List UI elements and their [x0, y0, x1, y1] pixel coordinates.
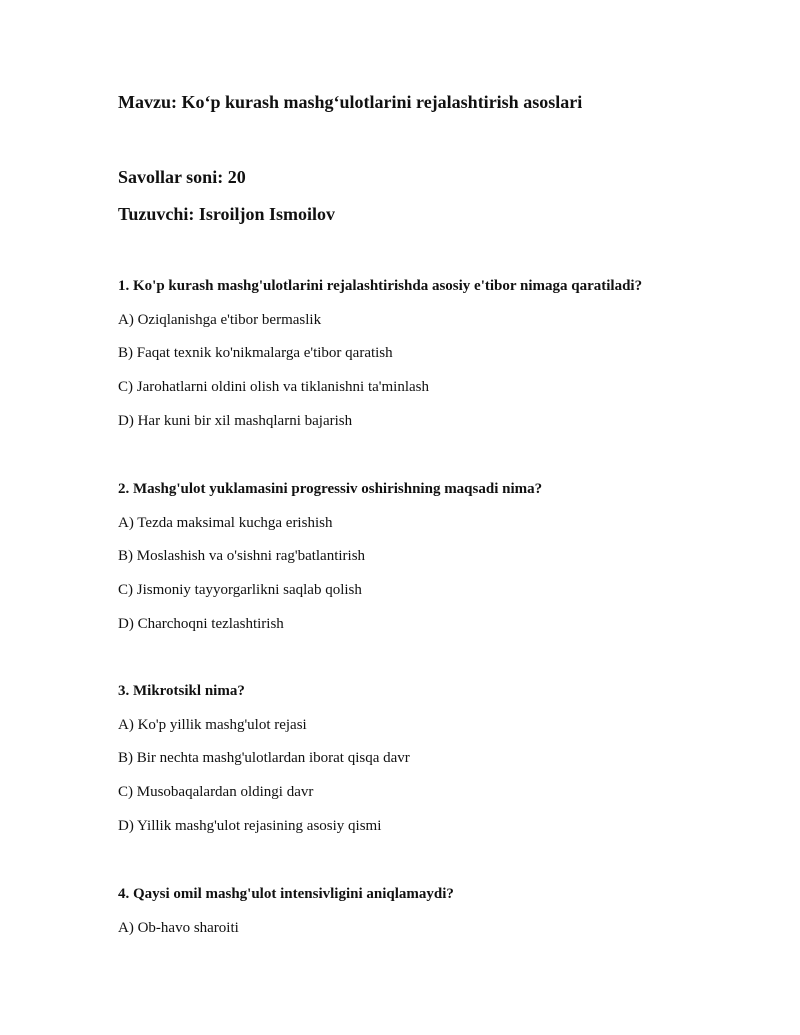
answer-option-c: C) Musobaqalardan oldingi davr	[118, 784, 314, 801]
answer-option-b: B) Moslashish va o'sishni rag'batlantirish	[118, 548, 366, 565]
question-text: 1. Ko'p kurash mashg'ulotlarini rejalashtirishda asosiy e'tibor nimaga qaratiladi?	[118, 278, 643, 294]
answer-option-b: B) Bir nechta mashg'ulotlardan iborat qisqa davr	[118, 750, 410, 767]
answer-option-a: A) Oziqlanishga e'tibor bermaslik	[118, 311, 322, 328]
question-4	[118, 883, 758, 939]
answer-option-a: A) Tezda maksimal kuchga erishish	[118, 514, 333, 531]
answer-option-a: A) Ob-havo sharoiti	[118, 919, 239, 936]
document-topic: Mavzu: Ko‘p kurash mashg‘ulotlarini rejalashtirish asoslari	[118, 92, 583, 112]
question-text: 4. Qaysi omil mashg'ulot intensivligini aniqlamaydi?	[118, 886, 454, 902]
answer-option-d: D) Charchoqni tezlashtirish	[118, 615, 284, 632]
question-2	[118, 478, 758, 635]
document-author: Tuzuvchi: Isroiljon Ismoilov	[118, 204, 336, 224]
question-count: Savollar soni: 20	[118, 167, 246, 187]
answer-option-d: D) Har kuni bir xil mashqlarni bajarish	[118, 412, 353, 429]
answer-option-c: C) Jarohatlarni oldini olish va tiklanishni ta'minlash	[118, 379, 429, 396]
answer-option-a: A) Ko'p yillik mashg'ulot rejasi	[118, 716, 307, 733]
question-text: 3. Mikrotsikl nima?	[118, 683, 245, 699]
question-1	[118, 275, 758, 432]
answer-option-b: B) Faqat texnik ko'nikmalarga e'tibor qaratish	[118, 345, 393, 362]
answer-option-d: D) Yillik mashg'ulot rejasining asosiy qismi	[118, 817, 382, 834]
answer-option-c: C) Jismoniy tayyorgarlikni saqlab qolish	[118, 582, 362, 599]
question-3	[118, 680, 758, 837]
question-text: 2. Mashg'ulot yuklamasini progressiv oshirishning maqsadi nima?	[118, 481, 543, 497]
